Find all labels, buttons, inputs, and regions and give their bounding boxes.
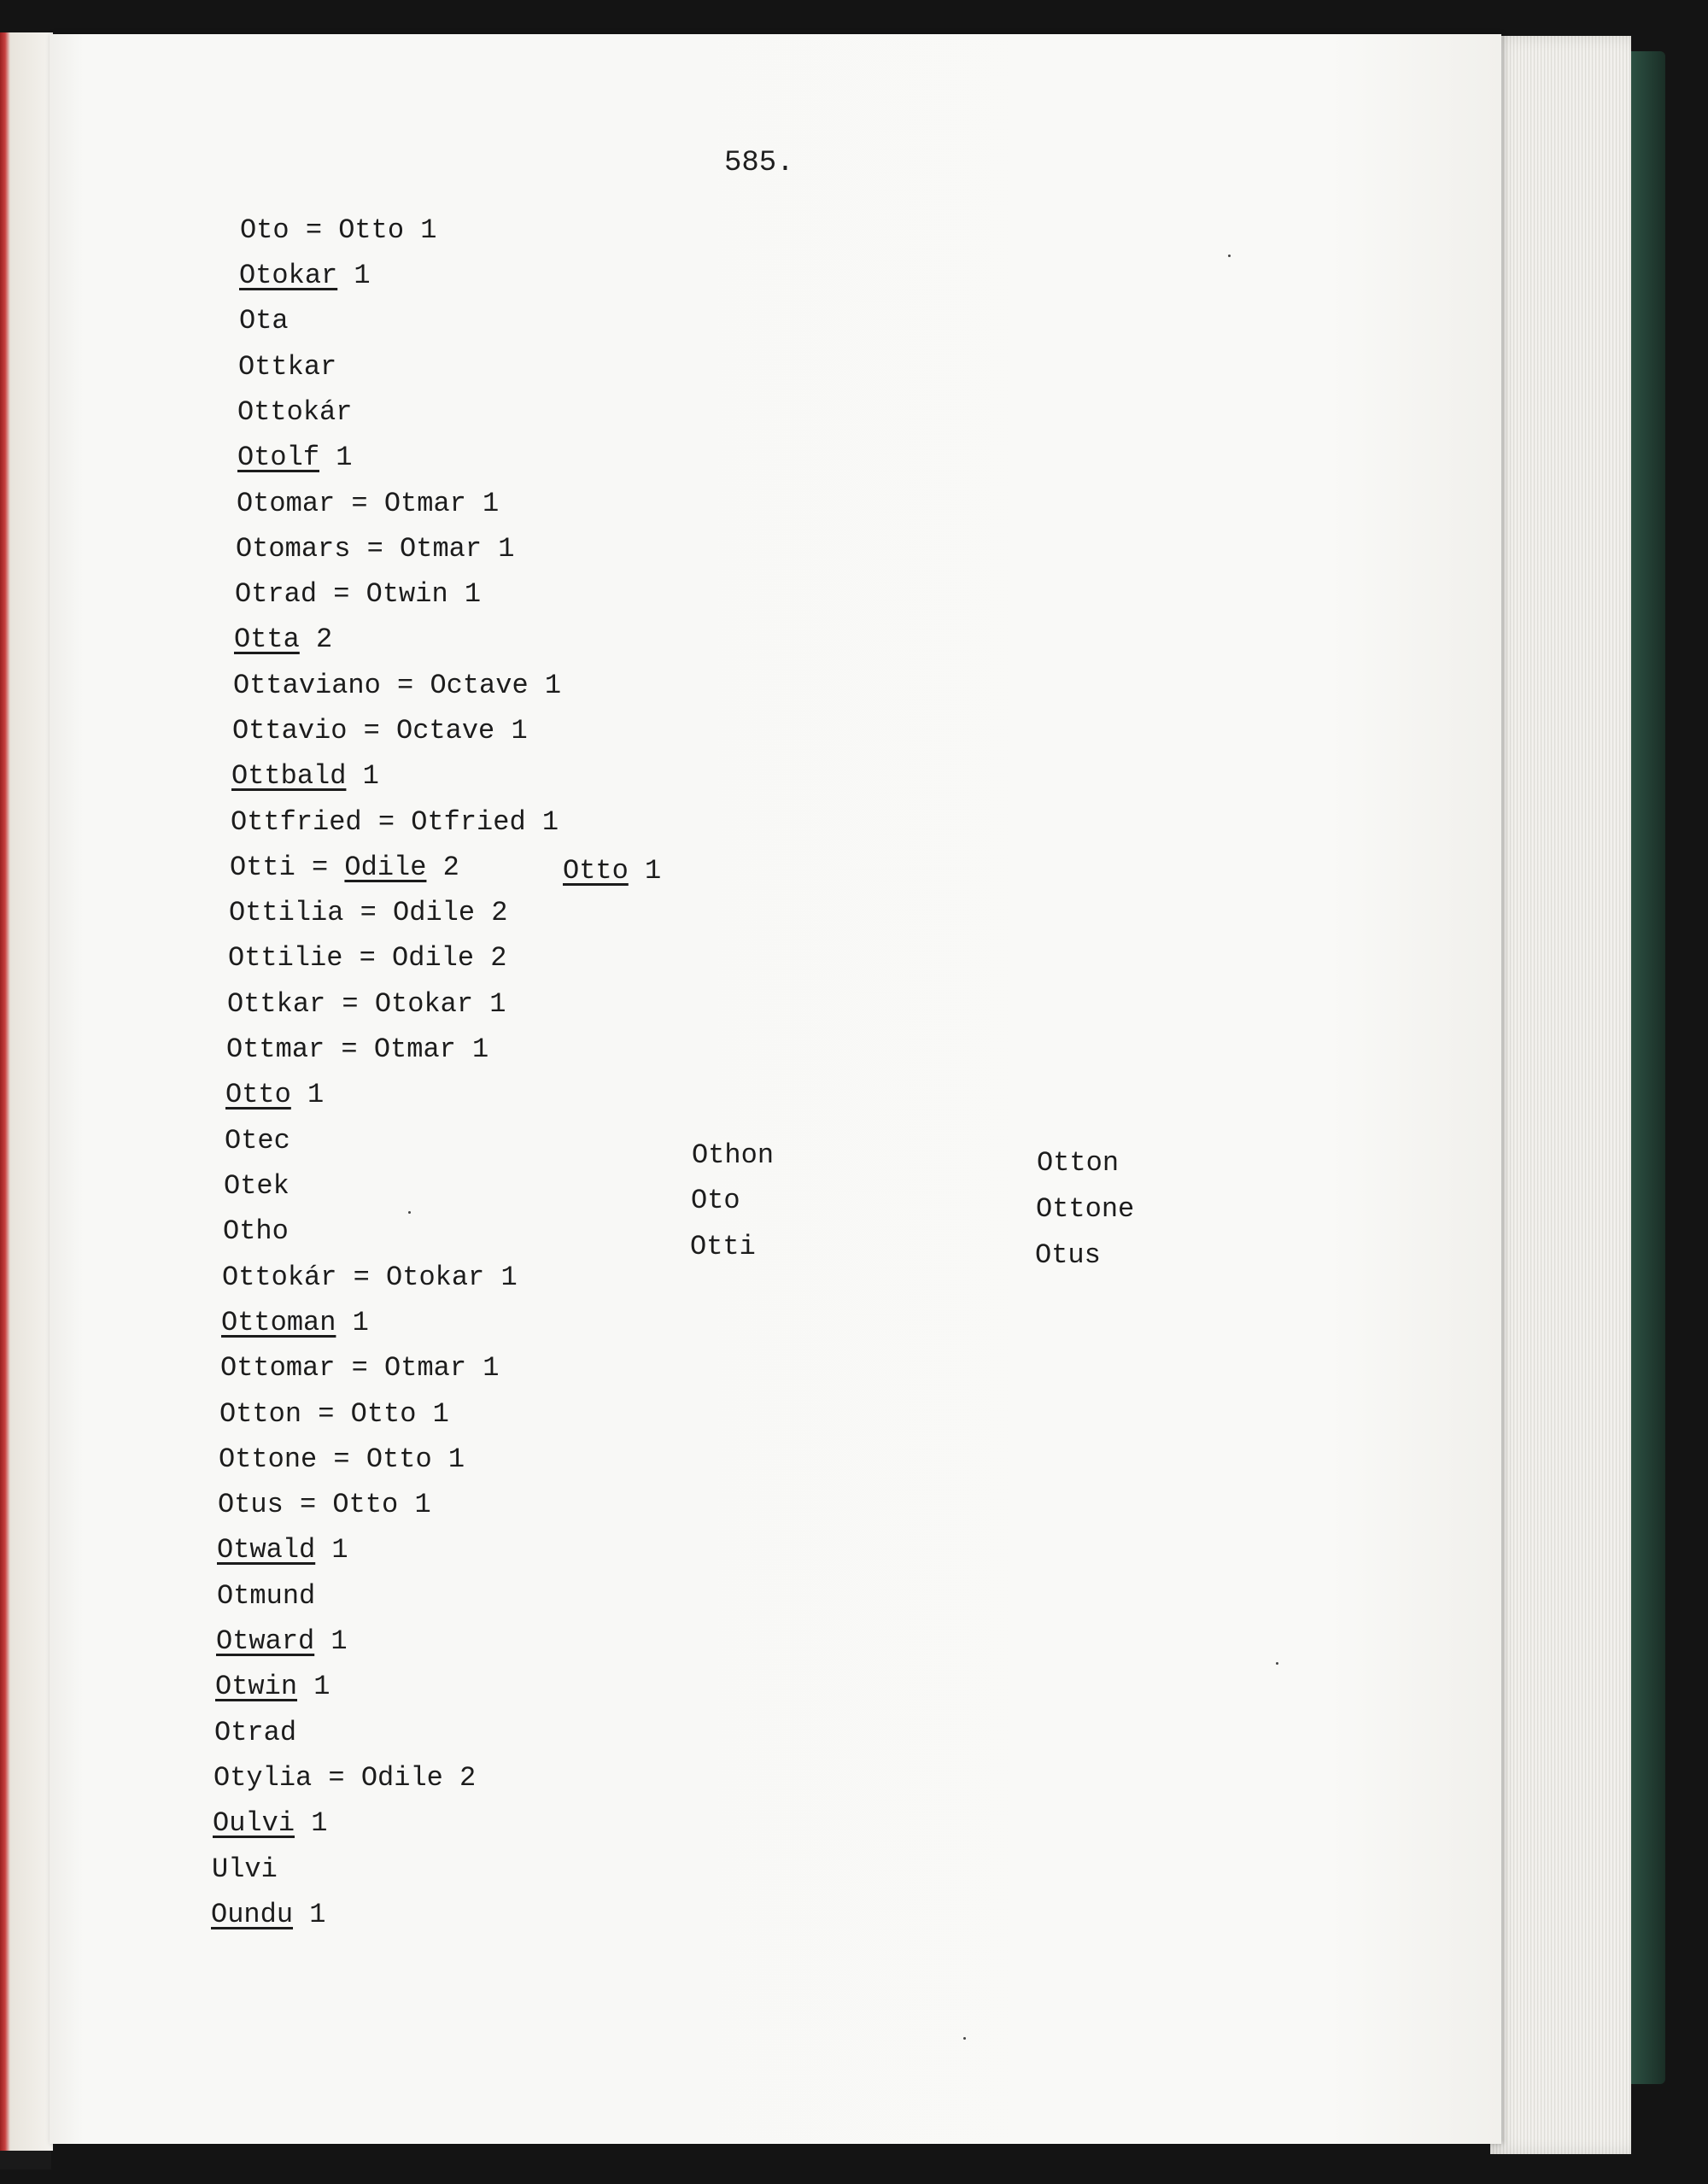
entry-line: Oulvi 1 (213, 1807, 328, 1839)
entry-line: Ottkar = Otokar 1 (227, 988, 506, 1020)
entry-line: Otomar = Otmar 1 (237, 488, 500, 519)
entry-line: Otmund (217, 1580, 316, 1612)
entry-line: Otylia = Odile 2 (214, 1762, 477, 1794)
entry-line: Ottoman 1 (221, 1307, 369, 1338)
left-page-edge (0, 32, 53, 2151)
entry-line: Ottavio = Octave 1 (232, 715, 528, 747)
entry-line: Ottomar = Otmar 1 (220, 1352, 500, 1384)
page-number: 585. (724, 147, 794, 179)
variant-entry: Oto (691, 1185, 740, 1216)
entry-line: Otomars = Otmar 1 (236, 533, 515, 565)
entry-line: Otwald 1 (217, 1534, 348, 1566)
variant-entry: Otti (690, 1231, 756, 1262)
entry-line: Otto 1 (225, 1079, 325, 1110)
entry-line: Ottone = Otto 1 (219, 1443, 465, 1475)
entry-line: Otec (225, 1125, 290, 1156)
variant-entry: Ottone (1036, 1193, 1135, 1225)
headword: Otward (216, 1625, 315, 1657)
entry-line: Otus = Otto 1 (218, 1489, 431, 1520)
headword: Otokar (239, 260, 338, 291)
headword: Otwin (215, 1671, 298, 1702)
entry-line: Ottmar = Otmar 1 (226, 1033, 489, 1065)
entry-line: Ottaviano = Octave 1 (233, 670, 562, 701)
headword: Oulvi (213, 1807, 295, 1839)
paper-speck (1276, 1662, 1278, 1665)
entry-line: Otti = Odile 2 (230, 852, 459, 883)
headword: Otta (234, 624, 300, 655)
headword: Odile (344, 852, 427, 883)
variant-entry: Otus (1035, 1239, 1101, 1271)
entry-line: Otrad = Otwin 1 (235, 578, 482, 610)
side-entry: Otto 1 (563, 855, 662, 887)
variant-entry: Otton (1037, 1147, 1120, 1179)
entry-line: Otokar 1 (239, 260, 371, 291)
entry-line: Ulvi (212, 1853, 278, 1885)
entry-line: Otward 1 (216, 1625, 348, 1657)
headword: Otolf (237, 442, 320, 473)
entry-line: Ottkar (238, 351, 337, 383)
headword: Otto (563, 855, 629, 887)
entry-line: Otwin 1 (215, 1671, 330, 1702)
paper-speck (408, 1211, 411, 1214)
entry-line: Ottokár (237, 396, 353, 428)
entry-line: Otrad (214, 1717, 297, 1748)
page-edges (1490, 36, 1631, 2154)
entry-line: Ottbald 1 (231, 760, 379, 792)
entry-line: Ottokár = Otokar 1 (222, 1262, 518, 1293)
entry-line: Otta 2 (234, 624, 333, 655)
headword: Otwald (217, 1534, 316, 1566)
headword: Ottbald (231, 760, 347, 792)
entry-line: Oto = Otto 1 (240, 214, 437, 246)
entry-line: Otton = Otto 1 (219, 1398, 449, 1430)
paper-speck (963, 2037, 966, 2040)
entry-line: Ottilia = Odile 2 (229, 897, 508, 928)
entry-line: Ottilie = Odile 2 (228, 942, 507, 974)
entry-line: Ota (239, 305, 289, 337)
headword: Otto (225, 1079, 291, 1110)
entry-line: Oundu 1 (211, 1899, 326, 1930)
entry-line: Otek (224, 1170, 290, 1202)
headword: Ottoman (221, 1307, 336, 1338)
variant-entry: Othon (692, 1139, 775, 1171)
entry-line: Ottfried = Otfried 1 (231, 806, 559, 838)
entry-line: Otho (223, 1215, 289, 1247)
entry-line: Otolf 1 (237, 442, 353, 473)
paper-speck (1228, 255, 1231, 257)
headword: Oundu (211, 1899, 294, 1930)
document-page (50, 34, 1501, 2144)
